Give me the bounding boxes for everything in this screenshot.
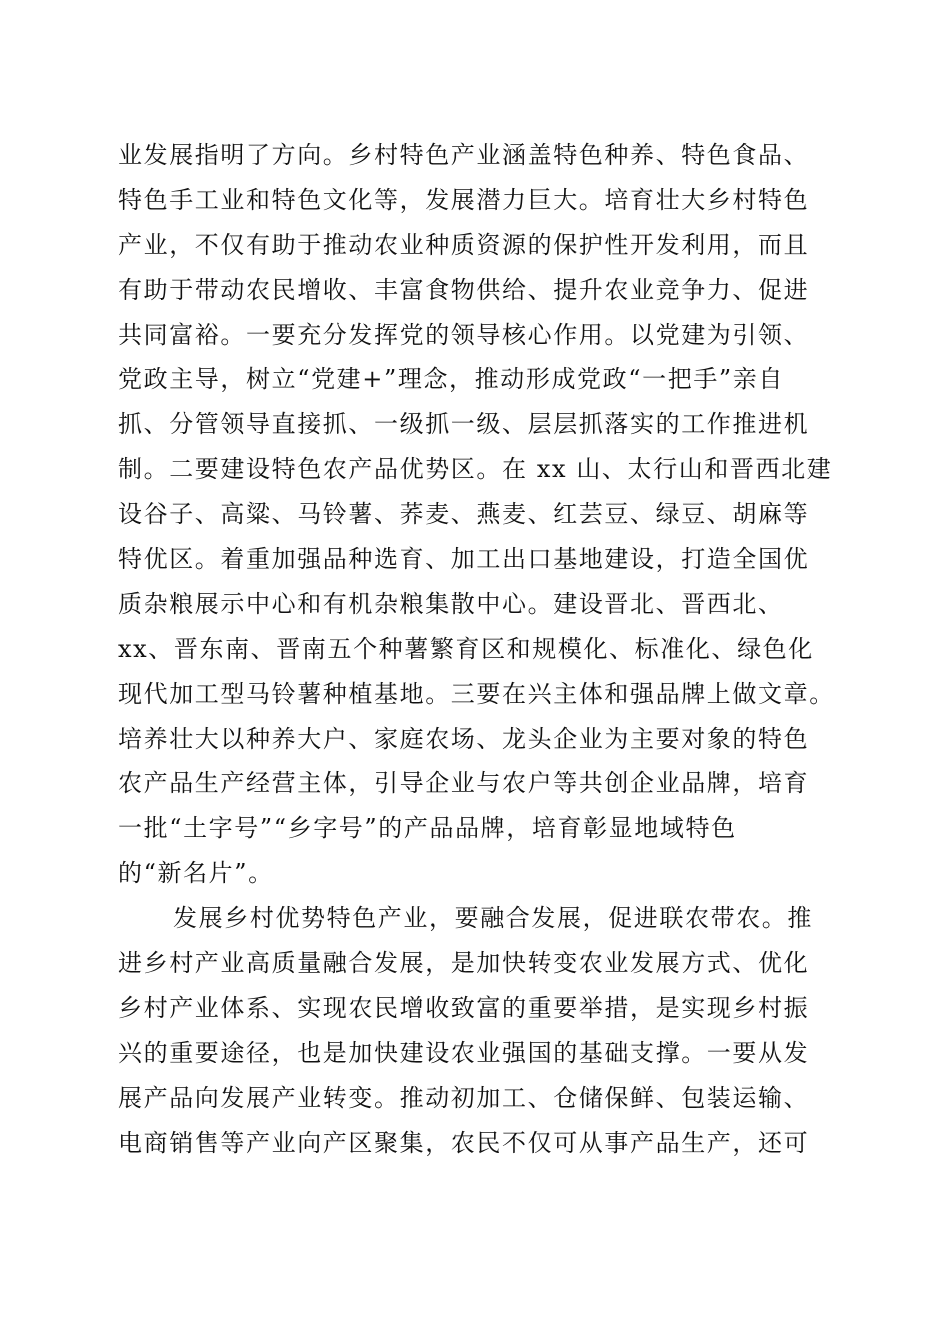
text-line: 农产品生产经营主体，引导企业与农户等共创企业品牌，培育	[118, 769, 810, 798]
text-line: 兴的重要途径，也是加快建设农业强国的基础支撑。一要从发	[118, 1038, 810, 1067]
paragraph-start-line: 发展乡村优势特色产业，要融合发展，促进联农带农。推	[173, 904, 813, 933]
body-text	[118, 133, 838, 1165]
text-line: 特色手工业和特色文化等，发展潜力巨大。培育壮大乡村特色	[118, 185, 810, 214]
text-line: 特优区。着重加强品种选育、加工出口基地建设，打造全国优	[118, 545, 810, 574]
text-line: 的“新名片”。	[118, 859, 274, 888]
text-line: xx、晋东南、晋南五个种薯繁育区和规模化、标准化、绿色化	[118, 634, 814, 663]
text-line: 设谷子、高粱、马铃薯、荞麦、燕麦、红芸豆、绿豆、胡麻等	[118, 500, 810, 529]
text-line: 产业，不仅有助于推动农业种质资源的保护性开发利用，而且	[118, 230, 810, 259]
text-line: 抓、分管领导直接抓、一级抓一级、层层抓落实的工作推进机	[118, 410, 810, 439]
text-line: 党政主导，树立“党建+”理念，推动形成党政“一把手”亲自	[118, 365, 784, 394]
text-line: 共同富裕。一要充分发挥党的领导核心作用。以党建为引领、	[118, 320, 810, 349]
text-line: 展产品向发展产业转变。推动初加工、仓储保鲜、包装运输、	[118, 1083, 810, 1112]
text-line: 电商销售等产业向产区聚集，农民不仅可从事产品生产，还可	[118, 1128, 810, 1157]
text-line: 质杂粮展示中心和有机杂粮集散中心。建设晋北、晋西北、	[118, 589, 784, 618]
text-line: 现代加工型马铃薯种植基地。三要在兴主体和强品牌上做文章。	[118, 679, 835, 708]
text-line: 培养壮大以种养大户、家庭农场、龙头企业为主要对象的特色	[118, 724, 810, 753]
text-line: 制。二要建设特色农产品优势区。在 xx 山、太行山和晋西北建	[118, 455, 833, 484]
text-line: 有助于带动农民增收、丰富食物供给、提升农业竞争力、促进	[118, 275, 810, 304]
text-line: 进乡村产业高质量融合发展，是加快转变农业发展方式、优化	[118, 949, 810, 978]
text-line: 乡村产业体系、实现农民增收致富的重要举措，是实现乡村振	[118, 993, 810, 1022]
text-line: 一批“土字号”“乡字号”的产品品牌，培育彰显地域特色	[118, 814, 737, 843]
text-line: 业发展指明了方向。乡村特色产业涵盖特色种养、特色食品、	[118, 141, 810, 169]
